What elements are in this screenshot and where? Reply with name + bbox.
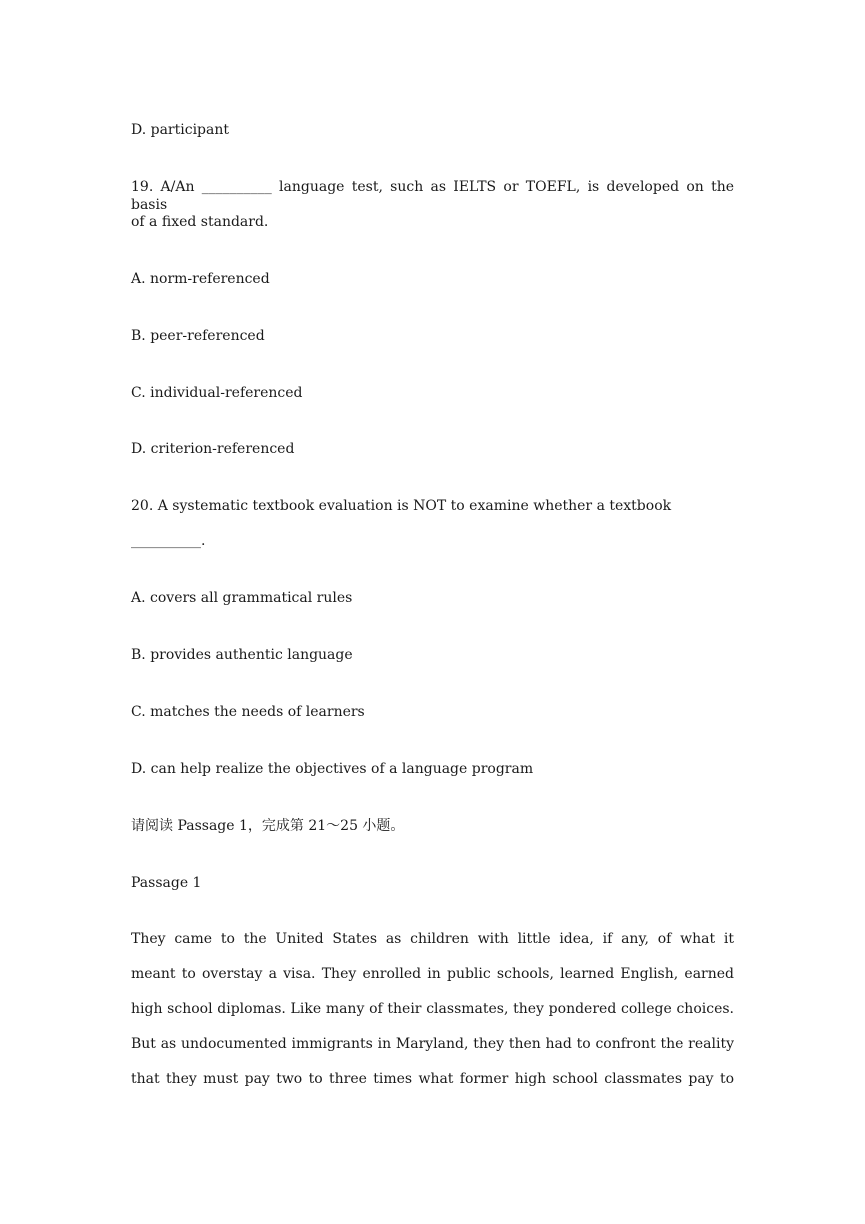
q18-option-d: D. participant: [131, 122, 229, 138]
q20-option-a: A. covers all grammatical rules: [131, 590, 353, 606]
q20-option-b: B. provides authentic language: [131, 647, 353, 663]
q20-option-c: C. matches the needs of learners: [131, 704, 365, 720]
passage-line: But as undocumented immigrants in Maryland, they then had to confront the reality: [131, 1036, 734, 1052]
q19-option-d: D. criterion-referenced: [131, 441, 295, 457]
q20-option-d: D. can help realize the objectives of a language program: [131, 761, 534, 777]
passage-line: high school diplomas. Like many of their classmates, they pondered college choices.: [131, 1001, 734, 1017]
q19-option-c: C. individual-referenced: [131, 385, 303, 401]
passage-line: They came to the United States as children with little idea, if any, of what it: [131, 931, 734, 947]
q20-stem-line-2: __________.: [131, 533, 206, 549]
passage-instruction: 请阅读 Passage 1，完成第 21～25 小题。: [131, 818, 405, 834]
q20-stem-line-1: 20. A systematic textbook evaluation is NOT to examine whether a textbook: [131, 498, 672, 514]
q19-stem-line-2: of a fixed standard.: [131, 214, 269, 230]
passage-line: that they must pay two to three times what former high school classmates pay to: [131, 1071, 734, 1087]
q19-stem-line-1: 19. A/An __________ language test, such as IELTS or TOEFL, is developed on the basis: [131, 179, 734, 213]
passage-title: Passage 1: [131, 875, 202, 891]
passage-line: meant to overstay a visa. They enrolled in public schools, learned English, earned: [131, 966, 734, 982]
q19-option-a: A. norm-referenced: [131, 271, 270, 287]
q19-option-b: B. peer-referenced: [131, 328, 265, 344]
